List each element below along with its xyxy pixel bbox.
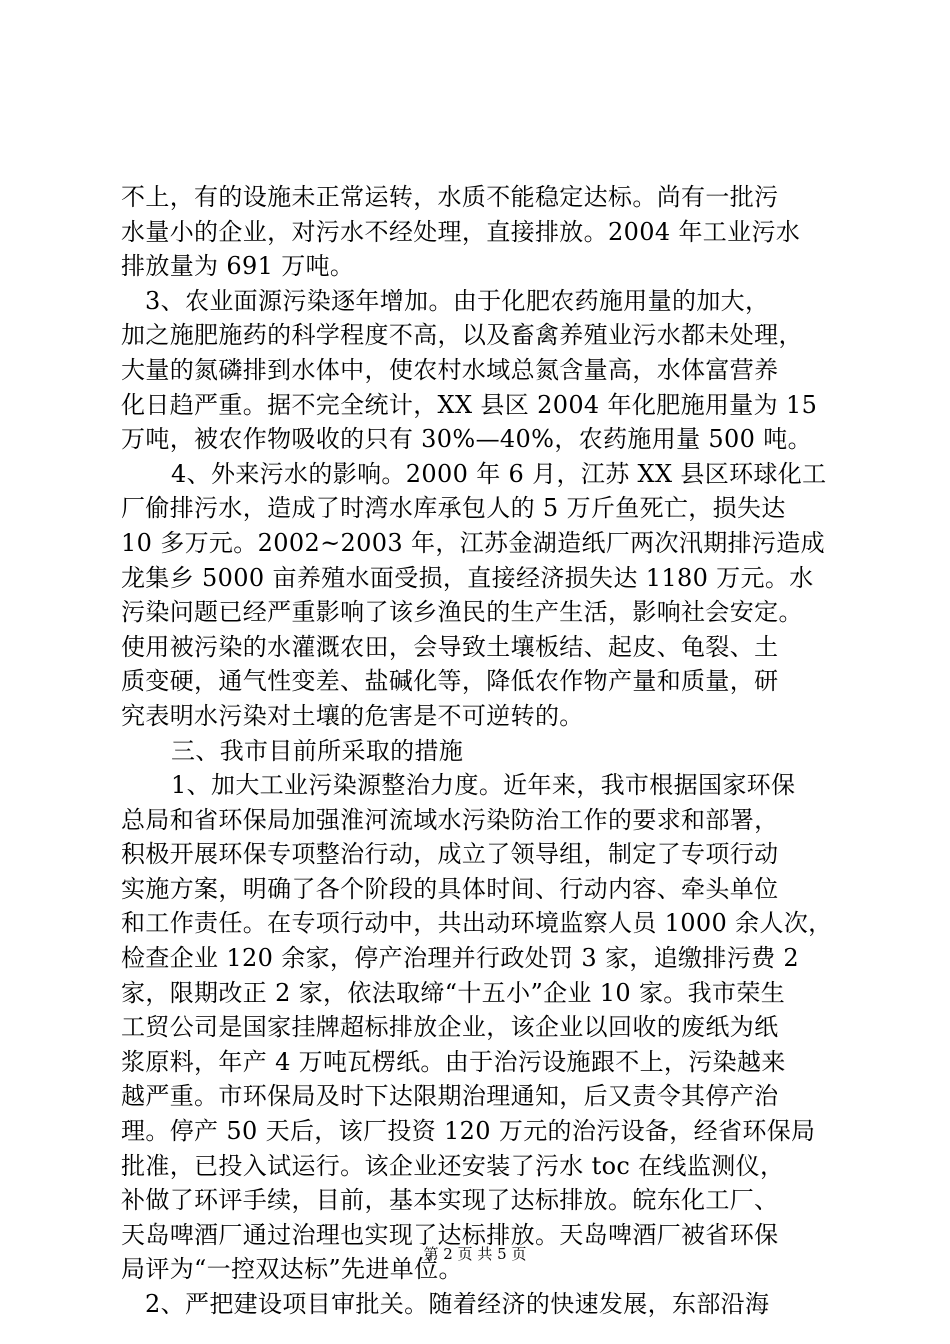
text-line: 积极开展环保专项整治行动，成立了领导组，制定了专项行动 (121, 840, 779, 869)
text-line: 和工作责任。在专项行动中，共出动环境监察人员 1000 余人次， (121, 909, 833, 938)
text-line: 天岛啤酒厂通过治理也实现了达标排放。天岛啤酒厂被省环保 (121, 1220, 779, 1249)
paragraph-start-line: 1、加大工业污染源整治力度。近年来，我市根据国家环保 (171, 771, 796, 800)
text-line: 10 多万元。2002~2003 年，江苏金湖造纸厂两次汛期排污造成 (121, 528, 825, 557)
text-line: 实施方案，明确了各个阶段的具体时间、行动内容、牵头单位 (121, 874, 779, 903)
text-line: 厂偷排污水，造成了时湾水库承包人的 5 万斤鱼死亡，损失达 (121, 494, 786, 523)
paragraph-start-line: 3、农业面源污染逐年增加。由于化肥农药施用量的加大， (145, 286, 770, 315)
text-line: 检查企业 120 余家，停产治理并行政处罚 3 家，追缴排污费 2 (121, 944, 800, 973)
text-line: 加之施肥施药的科学程度不高，以及畜禽养殖业污水都未处理， (121, 321, 803, 350)
paragraph-start-line: 2、严把建设项目审批关。随着经济的快速发展，东部沿海 (145, 1290, 770, 1318)
section-heading: 三、我市目前所采取的措施 (171, 736, 464, 765)
text-line: 万吨，被农作物吸收的只有 30%—40%，农药施用量 500 吨。 (121, 425, 812, 454)
text-line: 家，限期改正 2 家，依法取缔“十五小”企业 10 家。我市荣生 (121, 978, 786, 1007)
text-line: 局评为“一控双达标”先进单位。 (121, 1255, 463, 1284)
text-line: 究表明水污染对土壤的危害是不可逆转的。 (121, 701, 584, 730)
page-footer (0, 1243, 950, 1264)
text-line: 越严重。市环保局及时下达限期治理通知，后又责令其停产治 (121, 1082, 779, 1111)
body-text (121, 180, 834, 1322)
text-line: 补做了环评手续，目前，基本实现了达标排放。皖东化工厂、 (121, 1186, 779, 1215)
paragraph-start-line: 4、外来污水的影响。2000 年 6 月，江苏 XX 县区环球化工 (171, 459, 827, 488)
text-line: 工贸公司是国家挂牌超标排放企业，该企业以回收的废纸为纸 (121, 1013, 779, 1042)
text-line: 使用被污染的水灌溉农田，会导致土壤板结、起皮、龟裂、土 (121, 632, 779, 661)
text-line: 排放量为 691 万吨。 (121, 252, 355, 281)
text-line: 质变硬，通气性变差、盐碱化等，降低农作物产量和质量，研 (121, 667, 779, 696)
text-line: 总局和省环保局加强淮河流域水污染防治工作的要求和部署， (121, 805, 779, 834)
text-line: 浆原料，年产 4 万吨瓦楞纸。由于治污设施跟不上，污染越来 (121, 1047, 786, 1076)
page-number: 第 2 页 共 5 页 (423, 1245, 527, 1263)
text-line: 理。停产 50 天后，该厂投资 120 万元的治污设备，经省环保局 (121, 1117, 816, 1146)
text-line: 不上，有的设施未正常运转，水质不能稳定达标。尚有一批污 (121, 183, 779, 211)
text-line: 大量的氮磷排到水体中，使农村水域总氮含量高，水体富营养 (121, 355, 779, 384)
text-line: 化日趋严重。据不完全统计，XX 县区 2004 年化肥施用量为 15 (121, 390, 818, 419)
text-line: 污染问题已经严重影响了该乡渔民的生产生活，影响社会安定。 (121, 598, 803, 627)
text-line: 龙集乡 5000 亩养殖水面受损，直接经济损失达 1180 万元。水 (121, 563, 814, 592)
text-line: 水量小的企业，对污水不经处理，直接排放。2004 年工业污水 (121, 217, 801, 246)
text-line: 批准，已投入试运行。该企业还安装了污水 toc 在线监测仪， (121, 1151, 785, 1180)
